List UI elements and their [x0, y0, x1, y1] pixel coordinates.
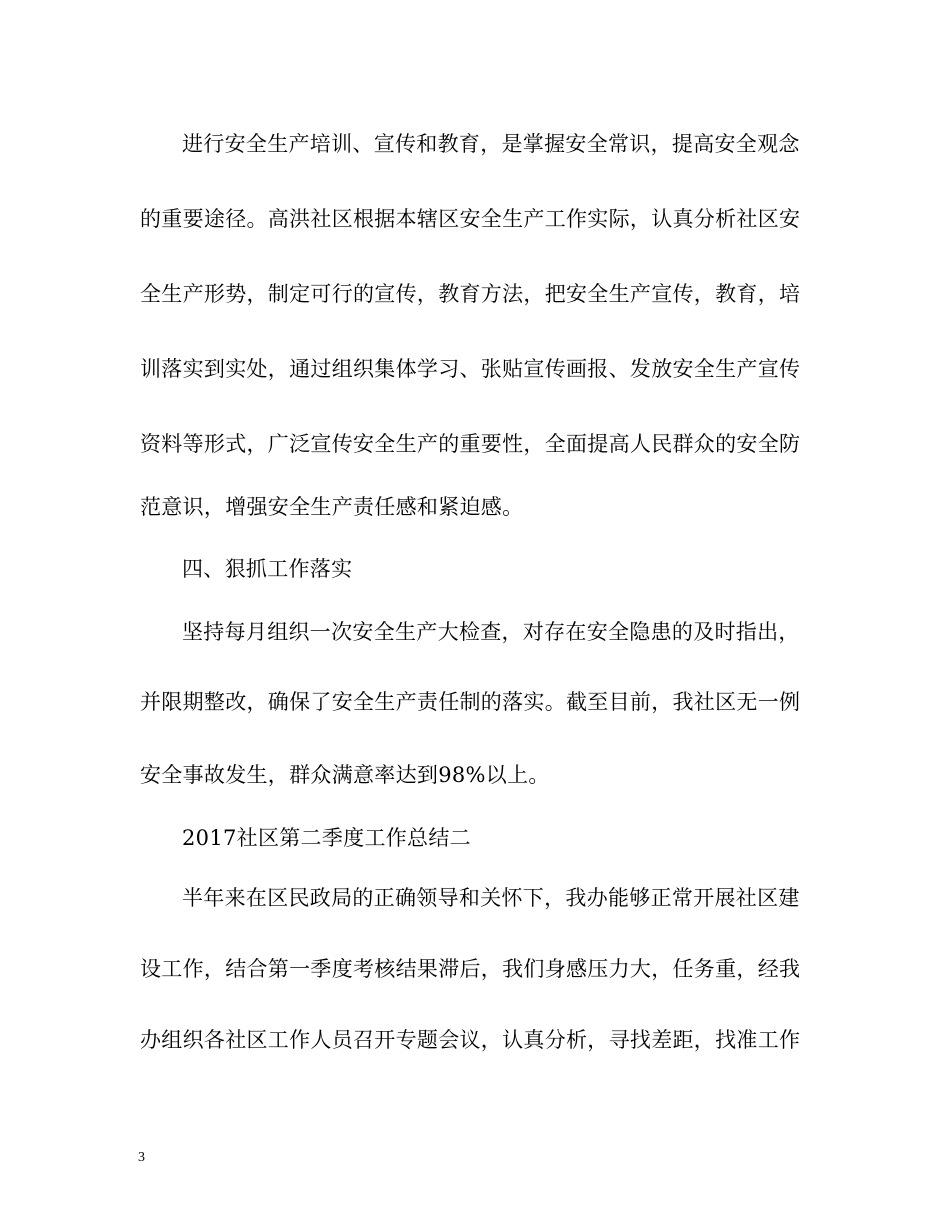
- paragraph-line: 范意识，增强安全生产责任感和紧迫感。: [140, 495, 524, 519]
- paragraph-line: 资料等形式，广泛宣传安全生产的重要性，全面提高人民群众的安全防: [140, 432, 801, 456]
- paragraph-line: 设工作，结合第一季度考核结果滞后，我们身感压力大，任务重，经我: [140, 957, 801, 981]
- section-heading: 2017社区第二季度工作总结二: [182, 826, 471, 850]
- paragraph-line: 坚持每月组织一次安全生产大检查，对存在安全隐患的及时指出，: [182, 620, 800, 644]
- paragraph-line: 办组织各社区工作人员召开专题会议，认真分析，寻找差距，找准工作: [140, 1028, 801, 1052]
- paragraph-line: 半年来在区民政局的正确领导和关怀下，我办能够正常开展社区建: [182, 886, 800, 910]
- paragraph-line: 训落实到实处，通过组织集体学习、张贴宣传画报、发放安全生产宣传: [140, 357, 801, 381]
- paragraph-line: 并限期整改，确保了安全生产责任制的落实。截至目前，我社区无一例: [140, 690, 801, 714]
- paragraph-line: 安全事故发生，群众满意率达到98%以上。: [140, 763, 550, 787]
- paragraph-line: 进行安全生产培训、宣传和教育，是掌握安全常识，提高安全观念: [182, 132, 800, 156]
- paragraph-line: 的重要途径。高洪社区根据本辖区安全生产工作实际，认真分析社区安: [140, 207, 801, 231]
- page-number: 3: [138, 1150, 145, 1165]
- section-heading: 四、狠抓工作落实: [182, 557, 353, 581]
- paragraph-line: 全生产形势，制定可行的宣传，教育方法，把安全生产宣传，教育，培: [140, 282, 801, 306]
